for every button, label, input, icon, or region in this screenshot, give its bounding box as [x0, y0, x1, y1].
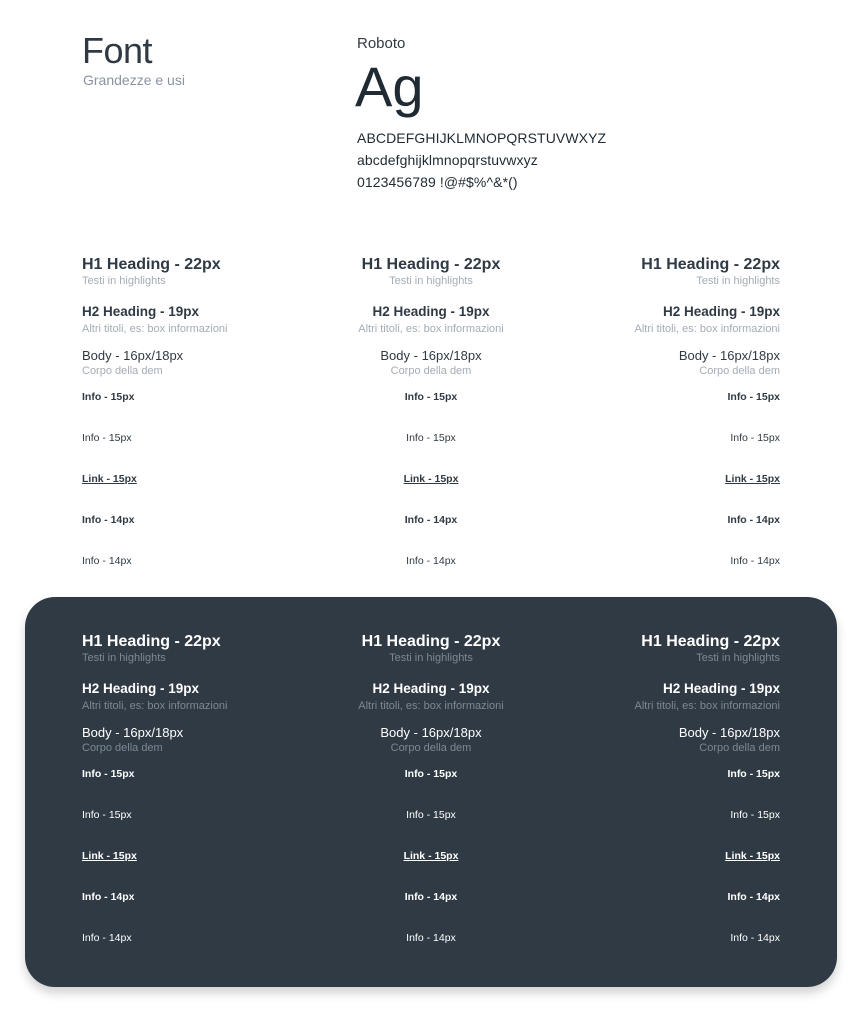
h2-description: Altri titoli, es: box informazioni: [358, 323, 504, 335]
body-sample: Body - 16px/18px: [380, 725, 482, 740]
info-15-sample: Info - 15px: [406, 432, 456, 444]
info-15-bold-sample: Info - 15px: [727, 768, 780, 780]
body-description: Corpo della dem: [699, 365, 780, 377]
h1-sample: H1 Heading - 22px: [82, 256, 221, 273]
info-15-sample: Info - 15px: [82, 809, 132, 821]
body-description: Corpo della dem: [699, 742, 780, 754]
info-14-bold-sample: Info - 14px: [727, 891, 780, 903]
info-15-bold-sample: Info - 15px: [404, 391, 458, 403]
specimen-column-right: [547, 632, 780, 945]
specimen-column-center: [315, 255, 548, 568]
h1-sample: H1 Heading - 22px: [641, 633, 780, 650]
h2-sample: H2 Heading - 19px: [82, 304, 200, 319]
h2-description: Altri titoli, es: box informazioni: [634, 323, 780, 335]
info-15-sample: Info - 15px: [730, 432, 780, 444]
info-14-bold-sample: Info - 14px: [404, 891, 458, 903]
page-subtitle: Grandezze e usi: [83, 72, 185, 88]
h1-sample: H1 Heading - 22px: [82, 633, 221, 650]
info-14-sample: Info - 14px: [730, 932, 780, 944]
specimen-column-left: [82, 255, 315, 568]
font-sample-glyphs: Ag: [355, 55, 424, 118]
info-14-sample: Info - 14px: [730, 555, 780, 567]
link-15-sample[interactable]: Link - 15px: [403, 850, 459, 862]
link-15-sample[interactable]: Link - 15px: [725, 473, 780, 485]
info-15-bold-sample: Info - 15px: [727, 391, 780, 403]
h2-sample: H2 Heading - 19px: [662, 681, 780, 696]
info-14-bold-sample: Info - 14px: [82, 514, 135, 526]
body-description: Corpo della dem: [82, 742, 163, 754]
h2-sample: H2 Heading - 19px: [372, 681, 490, 696]
h2-description: Altri titoli, es: box informazioni: [82, 700, 228, 712]
specimen-column-center: [315, 632, 548, 945]
h2-description: Altri titoli, es: box informazioni: [634, 700, 780, 712]
h1-description: Testi in highlights: [389, 275, 473, 287]
body-description: Corpo della dem: [82, 365, 163, 377]
h1-description: Testi in highlights: [696, 652, 780, 664]
link-15-sample[interactable]: Link - 15px: [403, 473, 459, 485]
info-14-bold-sample: Info - 14px: [404, 514, 458, 526]
lowercase-alphabet: abcdefghijklmnopqrstuvwxyz: [357, 152, 538, 168]
h1-description: Testi in highlights: [82, 275, 166, 287]
info-15-bold-sample: Info - 15px: [82, 768, 135, 780]
body-description: Corpo della dem: [390, 365, 472, 377]
info-15-sample: Info - 15px: [82, 432, 132, 444]
info-14-sample: Info - 14px: [406, 555, 456, 567]
body-sample: Body - 16px/18px: [380, 348, 482, 363]
light-type-specimen: [82, 255, 780, 568]
info-15-bold-sample: Info - 15px: [404, 768, 458, 780]
page-title: Font: [82, 30, 153, 71]
h1-sample: H1 Heading - 22px: [361, 256, 501, 273]
h2-description: Altri titoli, es: box informazioni: [82, 323, 228, 335]
info-15-bold-sample: Info - 15px: [82, 391, 135, 403]
numbers-symbols: 0123456789 !@#$%^&*(): [357, 174, 518, 190]
info-14-sample: Info - 14px: [406, 932, 456, 944]
dark-type-specimen: [82, 632, 780, 945]
font-family-name: Roboto: [357, 35, 406, 52]
h2-description: Altri titoli, es: box informazioni: [358, 700, 504, 712]
body-sample: Body - 16px/18px: [678, 348, 780, 363]
h1-description: Testi in highlights: [696, 275, 780, 287]
link-15-sample[interactable]: Link - 15px: [82, 850, 137, 862]
uppercase-alphabet: ABCDEFGHIJKLMNOPQRSTUVWXYZ: [357, 130, 607, 146]
h1-description: Testi in highlights: [389, 652, 473, 664]
info-14-bold-sample: Info - 14px: [82, 891, 135, 903]
info-14-bold-sample: Info - 14px: [727, 514, 780, 526]
body-sample: Body - 16px/18px: [678, 725, 780, 740]
h2-sample: H2 Heading - 19px: [372, 304, 490, 319]
h1-sample: H1 Heading - 22px: [641, 256, 780, 273]
body-description: Corpo della dem: [390, 742, 472, 754]
h1-description: Testi in highlights: [82, 652, 166, 664]
h1-sample: H1 Heading - 22px: [361, 633, 501, 650]
info-15-sample: Info - 15px: [730, 809, 780, 821]
h2-sample: H2 Heading - 19px: [82, 681, 200, 696]
specimen-column-right: [547, 255, 780, 568]
body-sample: Body - 16px/18px: [82, 725, 184, 740]
specimen-column-left: [82, 632, 315, 945]
info-15-sample: Info - 15px: [406, 809, 456, 821]
link-15-sample[interactable]: Link - 15px: [82, 473, 137, 485]
info-14-sample: Info - 14px: [82, 555, 132, 567]
h2-sample: H2 Heading - 19px: [662, 304, 780, 319]
link-15-sample[interactable]: Link - 15px: [725, 850, 780, 862]
info-14-sample: Info - 14px: [82, 932, 132, 944]
body-sample: Body - 16px/18px: [82, 348, 184, 363]
